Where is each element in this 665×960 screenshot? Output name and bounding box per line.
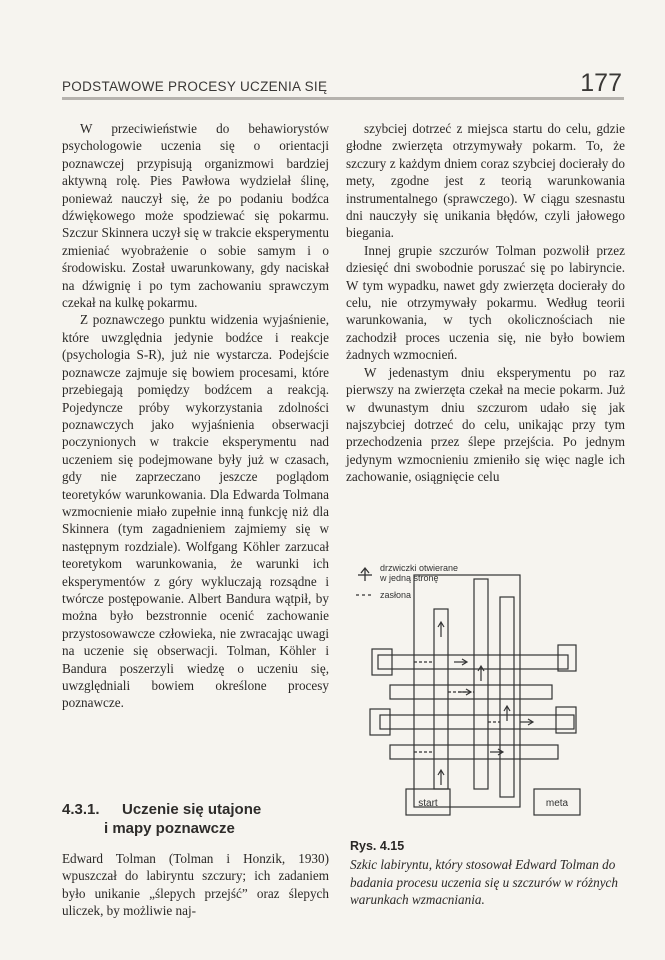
paragraph: Edward Tolman (Tolman i Honzik, 1930) wpuszczał do labiryntu szczury; ich zadaniem było unikanie „ślepych przejść” oraz ślepych uliczek, by możliwie naj- [62, 851, 329, 919]
section-title-line2: i mapy poznawcze [104, 820, 235, 837]
right-column [346, 120, 625, 486]
caption-text: Szkic labiryntu, który stosował Edward Tolman do badania procesu uczenia się u szczurów w różnych warunkach wzmacniania. [350, 857, 619, 908]
legend-curtain-label: zasłona [380, 590, 412, 600]
paragraph: W jedenastym dniu eksperymentu po raz pierwszy na zwierzęta czekał na mecie pokarm. Już w dwunastym dniu szczurom udało się jak najszybciej dotrzeć do celu, unikając przy tym przechodzenia przez ślepe przejścia. Po jednym jedynym wzmocnieniu zmieniło się więc nagle ich zachowanie, osiągnięcie celu [346, 364, 625, 485]
section-title-line1: Uczenie się utajone [122, 801, 262, 818]
section-number: 4.3.1. [62, 801, 100, 818]
legend-door-symbol [358, 568, 372, 581]
figure-caption [350, 838, 622, 909]
left-column-continued [62, 850, 329, 920]
paragraph: Z poznawczego punktu widzenia wyjaśnienie, które uwzględnia jedynie bodźce i reakcje (psychologia S-R), już nie wystarcza. Podejście poznawcze zajmuje się bowiem procesami, które przebiegają pomiędzy bodźcem a reakcją. Pojedyncze próby wykorzystania zdolności poznawczych jako wyjaśnienia obserwacji poczynionych w trakcie eksperymentu nad uczeniem się podejmowane były już w czasach, gdy nie zaprzeczano jeszcze poglądom teoretyków warunkowania. Dla Edwarda Tolmana wzmocnienie miało zupełnie inną funkcję niż dla Skinnera (tym zagadnieniem zajmiemy się w następnym rozdziale). Wolfgang Köhler zarzucał teoretykom warunkowania, że warunki ich eksperymentów z góry wykluczają rozsądne i twórcze postępowanie. Albert Bandura wątpił, by można było bezstronnie ocenić zachowanie przystosowawcze człowieka, nie zwracając uwagi na uczenie się obserwacji. Tolman, Köhler i Bandura poszerzyli wiedzę o uczeniu się, uwzględniali bowiem określone procesy poznawcze. [62, 312, 329, 711]
start-label: start [418, 798, 438, 809]
maze-walls [370, 575, 580, 815]
curtains [414, 662, 500, 752]
goal-label: meta [545, 798, 569, 809]
section-heading [62, 800, 329, 838]
maze-figure [350, 557, 586, 827]
legend-door-label-1: drzwiczki otwierane [380, 563, 459, 573]
page-number: 177 [580, 69, 622, 97]
left-column [62, 120, 329, 712]
running-title: PODSTAWOWE PROCESY UCZENIA SIĘ [62, 79, 328, 94]
maze-diagram [350, 557, 586, 827]
paragraph: W przeciwieństwie do behawiorystów psychologowie uczenia się o orientacji poznawczej przypisują organizmowi bardziej aktywną rolę. Pies Pawłowa wydzielał ślinę, ponieważ nauczył się, że po podaniu bodźca dźwiękowego może spodziewać się pokarmu. Szczur Skinnera uczył się w trakcie eksperymentu zmieniać wyobrażenie o sobie samym i o środowisku. Został uwarunkowany, gdy naciskał na dźwignię i po tym zachowaniu sprawczym czekał na kulkę pokarmu. [62, 121, 329, 311]
paragraph: Innej grupie szczurów Tolman pozwolił przez dziesięć dni swobodnie poruszać się po labiryncie. W tym wypadku, nawet gdy zwierzęta docierały do celu, nie otrzymywały pokarmu. Według teorii warunkowania, w tych okolicznościach nie zachodził proces uczenia się, nie było bowiem żadnych wzmocnień. [346, 242, 625, 363]
legend-door-label-2: w jedną stronę [380, 573, 439, 583]
caption-label: Rys. 4.15 [350, 839, 405, 853]
header-rule [62, 97, 624, 100]
paragraph: szybciej dotrzeć z miejsca startu do celu, gdzie głodne zwierzęta otrzymywały pokarm. To, że szczury z każdym dniem coraz szybciej docierały do mety, zgodne jest z teorią warunkowania instrumentalnego (sprawczego). W ciągu szesnastu dni nauczyły się unikania błędów, czyli jałowego biegania. [346, 121, 625, 241]
one-way-doors [438, 622, 533, 785]
page-header [62, 64, 624, 100]
